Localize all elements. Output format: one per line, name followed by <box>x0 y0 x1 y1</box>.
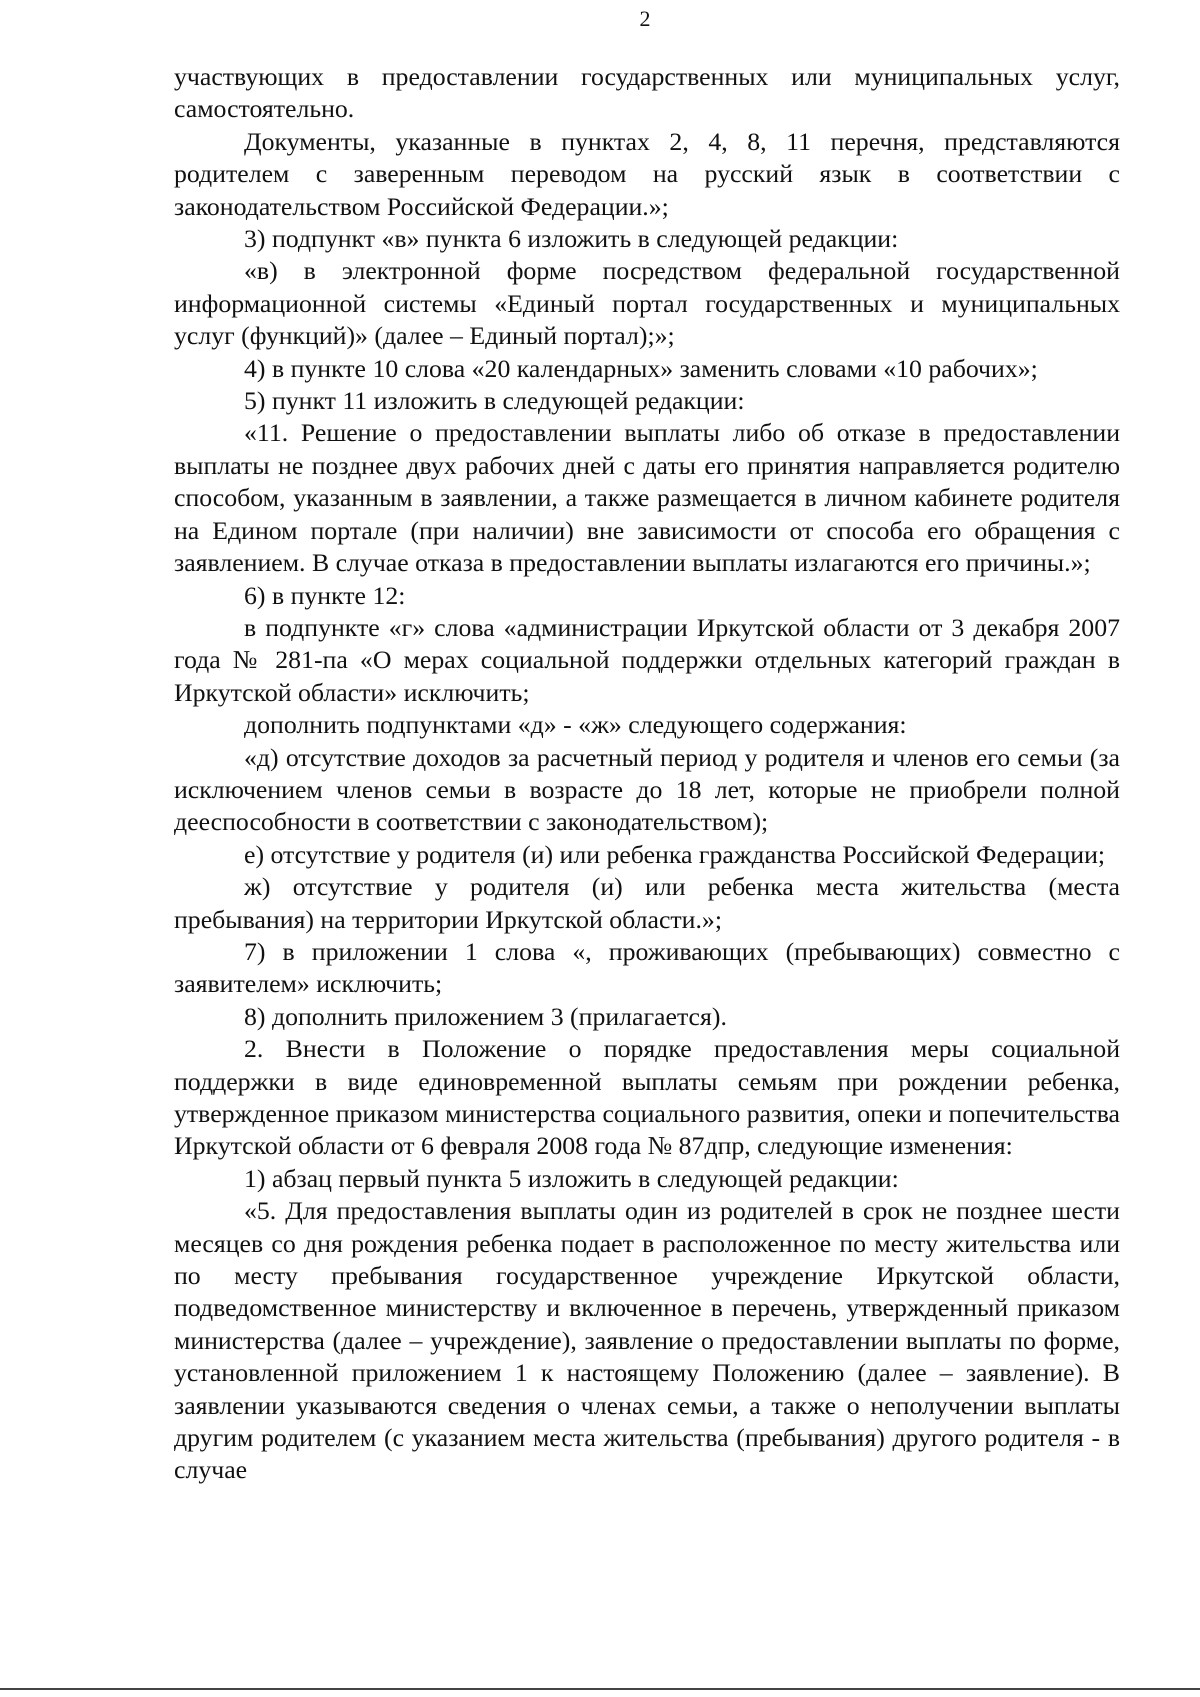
paragraph-add-subitems: дополнить подпунктами «д» - «ж» следующего содержания: <box>244 710 907 740</box>
paragraph-continuation: участвующих в предоставлении государственных или муниципальных услуг, самостоятельно. <box>174 62 1120 124</box>
paragraph-section-2-item-1: 1) абзац первый пункта 5 изложить в следующей редакции: <box>244 1163 899 1193</box>
paragraph-point-11: «11. Решение о предоставлении выплаты либо об отказе в предоставлении выплаты не позднее двух рабочих дней с даты его принятия направляется родителю способом, указанным в заявлении, а также размещается в личном кабинете родителя на Едином портале (при наличии) вне зависимости от способа его обращения с заявлением. В случае отказа в предоставлении выплаты излагаются его причины.»; <box>174 418 1120 578</box>
paragraph-subitem-d: «д) отсутствие доходов за расчетный период у родителя и членов его семьи (за исключением членов семьи в возрасте до 18 лет, которые не приобрели полной дееспособности в соответствии с законодательством); <box>174 742 1120 837</box>
paragraph-subitem-g: в подпункте «г» слова «администрации Иркутской области от 3 декабря 2007 года № 281-па «О мерах социальной поддержки отдельных категорий граждан в Иркутской области» исключить; <box>174 612 1120 707</box>
bottom-rule <box>0 1688 1200 1690</box>
paragraph-subitem-zh: ж) отсутствие у родителя (и) или ребенка места жительства (места пребывания) на территории Иркутской области.»; <box>174 872 1120 934</box>
paragraph-item-5: 5) пункт 11 изложить в следующей редакции: <box>244 386 745 416</box>
paragraph-item-8: 8) дополнить приложением 3 (прилагается). <box>244 1001 727 1031</box>
document-body <box>174 61 1120 1487</box>
paragraph-subitem-e: е) отсутствие у родителя (и) или ребенка гражданства Российской Федерации; <box>244 839 1106 869</box>
paragraph-item-7: 7) в приложении 1 слова «, проживающих (пребывающих) совместно с заявителем» исключить; <box>174 936 1120 999</box>
paragraph-documents-translation: Документы, указанные в пунктах 2, 4, 8, 11 перечня, представляются родителем с заверенным переводом на русский язык в соответствии с законодательством Российской Федерации.»; <box>174 126 1120 221</box>
paragraph-point-5: «5. Для предоставления выплаты один из родителей в срок не позднее шести месяцев со дня рождения ребенка подает в расположенное по месту жительства или по месту пребывания государственное учреждение Иркутской области, подведомственное министерству и включенное в перечень, утвержденный приказом министерства (далее – учреждение), заявление о предоставлении выплаты по форме, установленной приложением 1 к настоящему Положению (далее – заявление). В заявлении указываются сведения о членах семьи, а также о неполучении выплаты другим родителем (с указанием места жительства (пребывания) другого родителя - в случае <box>174 1196 1120 1485</box>
paragraph-item-6: 6) в пункте 12: <box>244 580 406 610</box>
page-number: 2 <box>639 6 651 31</box>
paragraph-item-3: 3) подпункт «в» пункта 6 изложить в следующей редакции: <box>244 224 899 254</box>
paragraph-item-4: 4) в пункте 10 слова «20 календарных» заменить словами «10 рабочих»; <box>244 353 1038 383</box>
paragraph-subitem-v: «в) в электронной форме посредством федеральной государственной информационной системы «Единый портал государственных и муниципальных услуг (функций)» (далее – Единый портал);»; <box>174 256 1120 351</box>
paragraph-section-2: 2. Внести в Положение о порядке предоставления меры социальной поддержки в виде единовременной выплаты семьям при рождении ребенка, утвержденное приказом министерства социального развития, опеки и попечительства Иркутской области от 6 февраля 2008 года № 87дпр, следующие изменения: <box>174 1034 1120 1161</box>
